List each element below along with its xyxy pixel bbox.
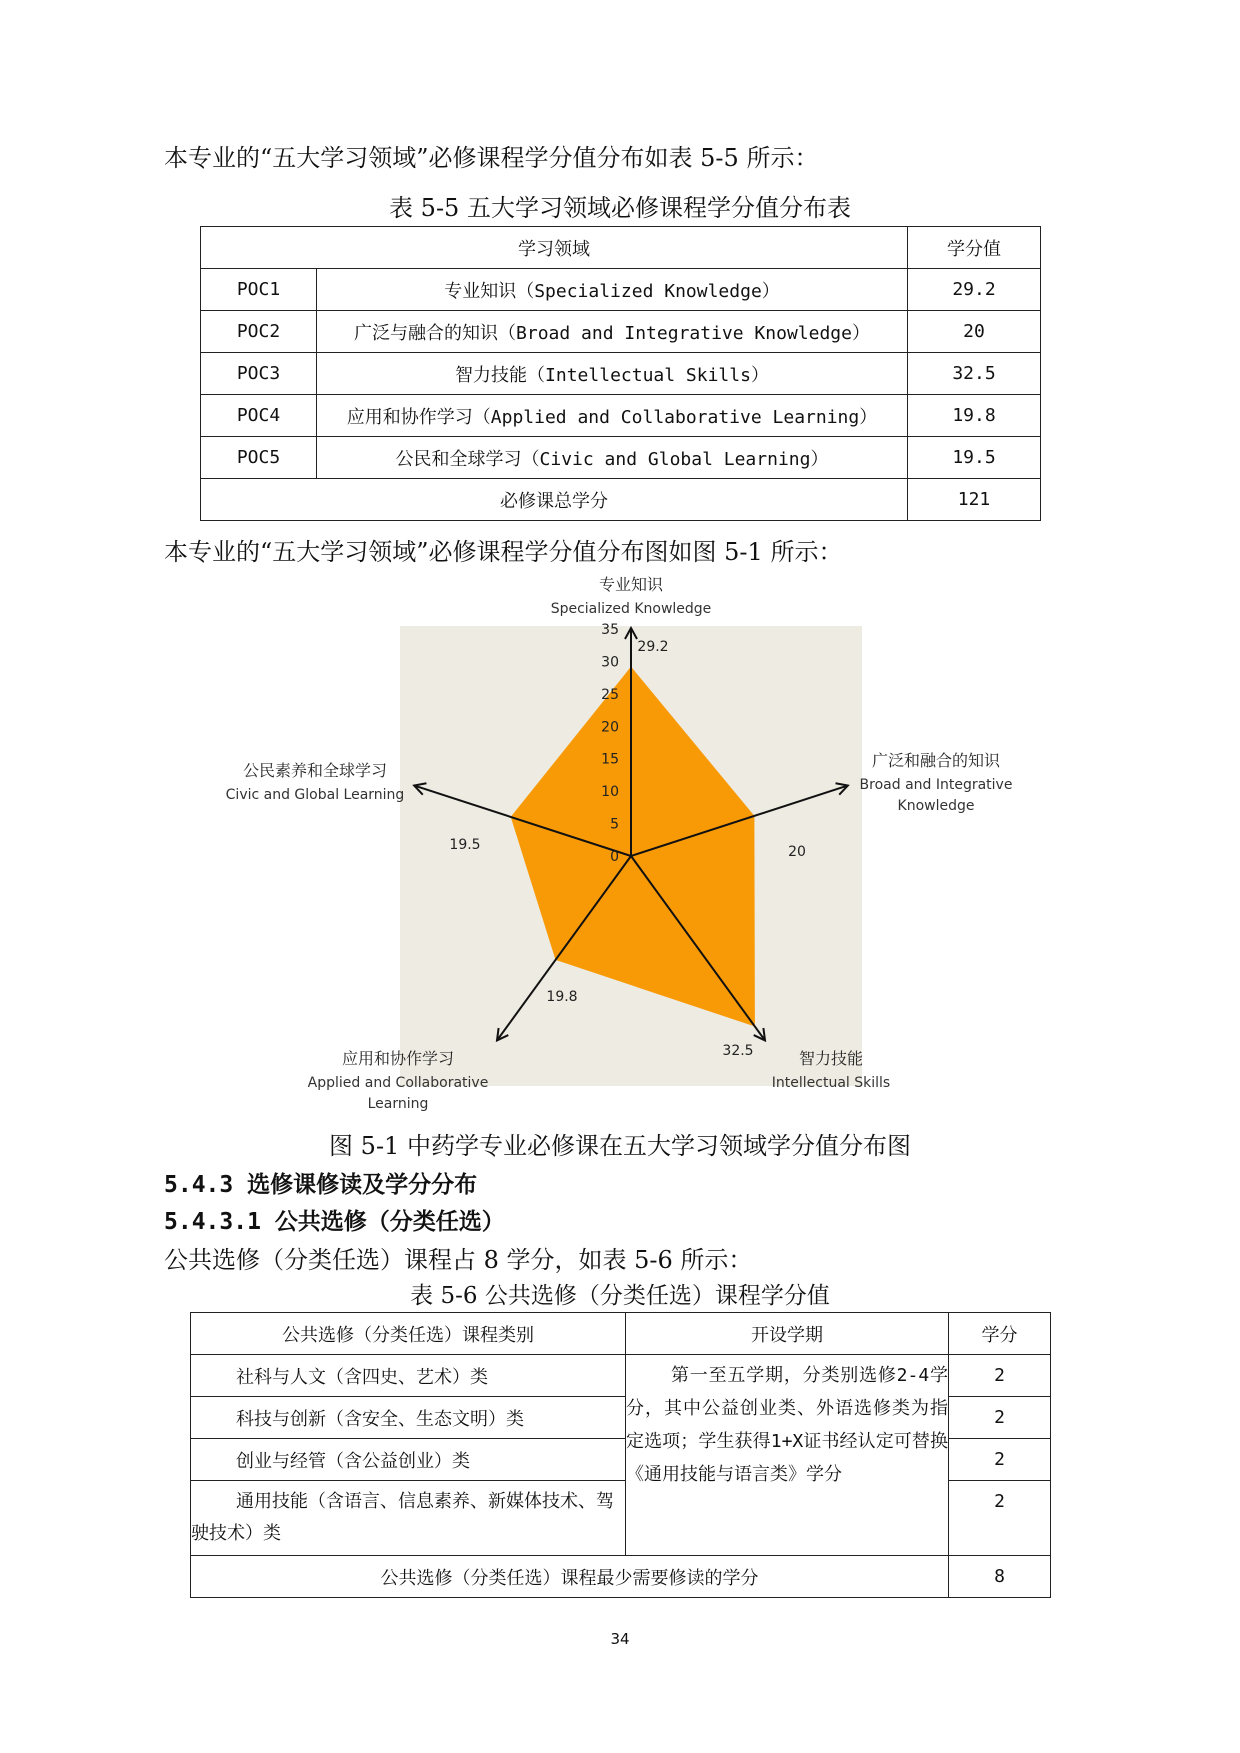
row-credits: 19.8	[908, 395, 1041, 437]
axis-label-zh: 应用和协作学习	[341, 1049, 455, 1068]
tick-label: 30	[601, 654, 619, 671]
table-total-row	[191, 1556, 1051, 1598]
value-label: 29.2	[637, 639, 669, 655]
value-label: 32.5	[722, 1043, 754, 1059]
row-credits: 20	[908, 311, 1041, 353]
row-domain: 应用和协作学习（Applied and Collaborative Learning）	[317, 395, 908, 437]
table-5-6-caption: 表 5-6 公共选修（分类任选）课程学分值	[410, 1283, 830, 1309]
value-label: 19.5	[449, 837, 481, 853]
tick-label: 15	[601, 751, 619, 768]
axis-label-en: Intellectual Skills	[771, 1075, 891, 1091]
total-label: 公共选修（分类任选）课程最少需要修读的学分	[191, 1556, 949, 1598]
table-header-row	[191, 1313, 1051, 1355]
semester-note-text: 第一至五学期，分类别选修2-4学分，其中公益创业类、外语选修类为指定选项；学生获得1+X证书经认定可替换《通用技能与语言类》学分	[626, 1365, 948, 1485]
row-code: POC4	[201, 395, 317, 437]
section-heading-5-4-3-1: 5.4.3.1 公共选修（分类任选）	[164, 1209, 505, 1235]
row-domain: 专业知识（Specialized Knowledge）	[317, 269, 908, 311]
section-heading-5-4-3: 5.4.3 选修课修读及学分分布	[164, 1172, 478, 1198]
row-domain: 智力技能（Intellectual Skills）	[317, 353, 908, 395]
row-credits: 32.5	[908, 353, 1041, 395]
intro-paragraph-2: 本专业的“五大学习领域”必修课程学分值分布图如图 5-1 所示：	[164, 538, 843, 566]
row-category: 社科与人文（含四史、艺术）类	[191, 1355, 626, 1397]
axis-label-en: Broad and Integrative	[859, 777, 1013, 793]
axis-label-zh: 公民素养和全球学习	[242, 761, 388, 780]
semester-note	[626, 1355, 949, 1556]
tick-label: 25	[601, 686, 619, 703]
tick-label: 35	[601, 622, 619, 638]
row-domain: 广泛与融合的知识（Broad and Integrative Knowledge）	[317, 311, 908, 353]
axis-label-zh: 专业知识	[598, 575, 664, 594]
axis-label-zh: 智力技能	[798, 1049, 864, 1068]
row-credits: 2	[949, 1439, 1051, 1481]
tick-label: 10	[601, 784, 619, 801]
row-category: 科技与创新（含安全、生态文明）类	[191, 1397, 626, 1439]
row-category: 通用技能（含语言、信息素养、新媒体技术、驾驶技术）类	[191, 1481, 626, 1556]
value-label: 19.8	[546, 989, 578, 1005]
table-row	[191, 1355, 1051, 1397]
total-label: 必修课总学分	[201, 479, 908, 521]
header-semester: 开设学期	[626, 1313, 949, 1355]
table-5-5-caption: 表 5-5 五大学习领域必修课程学分值分布表	[389, 194, 851, 222]
row-credits: 19.5	[908, 437, 1041, 479]
header-credits: 学分值	[908, 227, 1041, 269]
axis-label-en: Civic and Global Learning	[225, 787, 405, 803]
page-number: 34	[610, 1630, 630, 1648]
intro-paragraph-3: 公共选修（分类任选）课程占 8 学分，如表 5-6 所示：	[164, 1246, 753, 1274]
axis-label-en: Learning	[367, 1096, 429, 1112]
total-value: 121	[908, 479, 1041, 521]
row-credits: 29.2	[908, 269, 1041, 311]
axis-label-en: Specialized Knowledge	[550, 601, 712, 617]
row-credits: 2	[949, 1481, 1051, 1556]
tick-label: 20	[601, 719, 619, 736]
row-domain: 公民和全球学习（Civic and Global Learning）	[317, 437, 908, 479]
row-code: POC1	[201, 269, 317, 311]
header-credits: 学分	[949, 1313, 1051, 1355]
header-domain: 学习领域	[201, 227, 908, 269]
header-category: 公共选修（分类任选）课程类别	[191, 1313, 626, 1355]
row-code: POC5	[201, 437, 317, 479]
intro-paragraph-1: 本专业的“五大学习领域”必修课程学分值分布如表 5-5 所示：	[164, 144, 819, 172]
row-credits: 2	[949, 1355, 1051, 1397]
row-code: POC3	[201, 353, 317, 395]
row-category: 创业与经管（含公益创业）类	[191, 1439, 626, 1481]
table-5-6	[190, 1312, 1051, 1598]
figure-caption: 图 5-1 中药学专业必修课在五大学习领域学分值分布图	[329, 1132, 911, 1160]
total-value: 8	[949, 1556, 1051, 1598]
row-code: POC2	[201, 311, 317, 353]
axis-label-en: Applied and Collaborative	[307, 1075, 489, 1091]
axis-label-en: Knowledge	[897, 798, 975, 814]
tick-label: 5	[610, 816, 619, 833]
row-credits: 2	[949, 1397, 1051, 1439]
tick-label: 0	[610, 849, 619, 865]
axis-label-zh: 广泛和融合的知识	[871, 751, 1001, 770]
value-label: 20	[788, 844, 806, 860]
